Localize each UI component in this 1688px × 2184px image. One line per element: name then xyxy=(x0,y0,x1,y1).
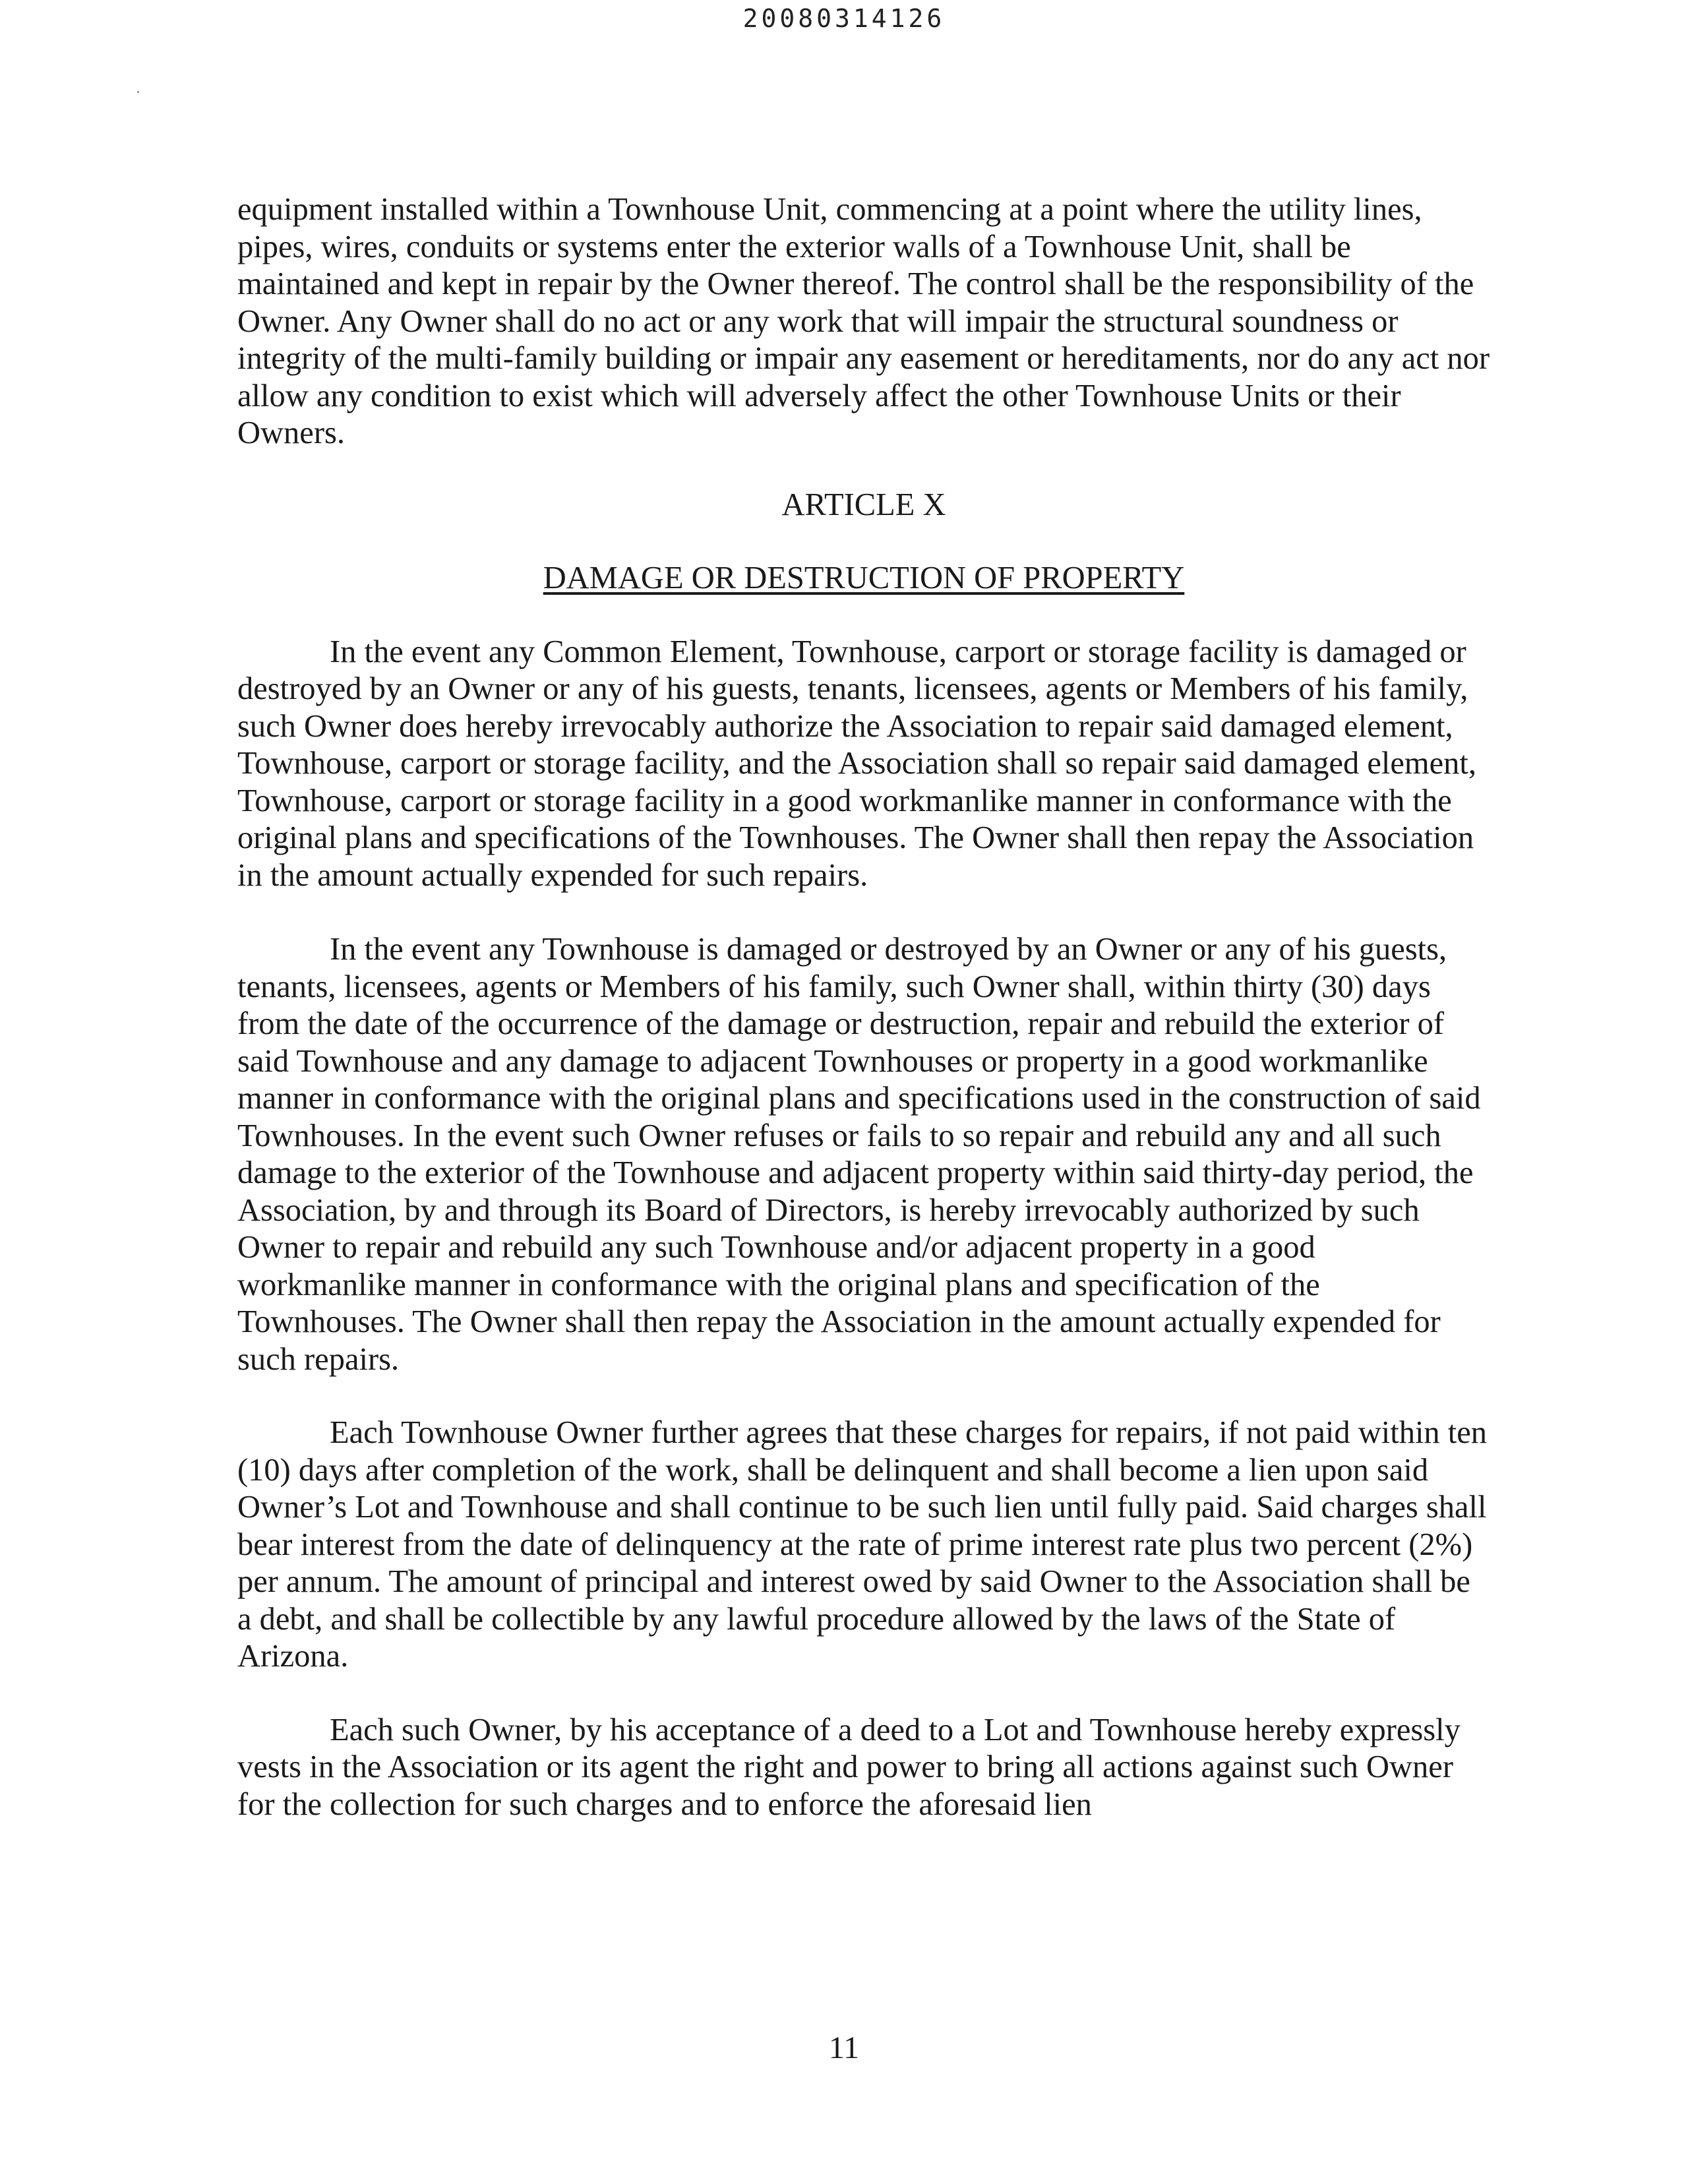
paragraph-3: Each Townhouse Owner further agrees that these charges for repairs, if not paid within ten (10) days after completion of the work, shall be delinquent and shall become a lien upon said Owner’s Lot and Townhouse and shall continue to be such lien until fully paid. Said charges shall bear interest from the date of delinquency at the rate of prime interest rate plus two percent (2%) per annum. The amount of principal and interest owed by said Owner to the Association shall be a debt, and shall be collectible by any lawful procedure allowed by the laws of the State of Arizona. xyxy=(237,1415,1488,1674)
section-title: DAMAGE OR DESTRUCTION OF PROPERTY xyxy=(543,561,1185,595)
document-body xyxy=(237,191,1490,1823)
scan-speck xyxy=(137,91,139,93)
continuation-paragraph: equipment installed within a Townhouse Unit, commencing at a point where the utility lines, pipes, wires, conduits or systems enter the exterior walls of a Townhouse Unit, shall be maintained and kept in repair by the Owner thereof. The control shall be the responsibility of the Owner. Any Owner shall do no act or any work that will impair the structural soundness or integrity of the multi-family building or impair any easement or hereditaments, nor do any act nor allow any condition to exist which will adversely affect the other Townhouse Units or their Owners. xyxy=(237,192,1490,450)
document-number: 20080314126 xyxy=(742,4,946,33)
article-heading: ARTICLE X xyxy=(781,487,946,522)
paragraph-1: In the event any Common Element, Townhouse, carport or storage facility is damaged or destroyed by an Owner or any of his guests, tenants, licensees, agents or Members of his family, such Owner does hereby irrevocably authorize the Association to repair said damaged element, Townhouse, carport or storage facility, and the Association shall so repair said damaged element, Townhouse, carport or storage facility in a good workmanlike manner in conformance with the original plans and specifications of the Townhouses. The Owner shall then repay the Association in the amount actually expended for such repairs. xyxy=(237,634,1476,893)
paragraph-2: In the event any Townhouse is damaged or destroyed by an Owner or any of his guests, tenants, licensees, agents or Members of his family, such Owner shall, within thirty (30) days from the date of the occurrence of the damage or destruction, repair and rebuild the exterior of said Townhouse and any damage to adjacent Townhouses or property in a good workmanlike manner in conformance with the original plans and specifications used in the construction of said Townhouses. In the event such Owner refuses or fails to so repair and rebuild any and all such damage to the exterior of the Townhouse and adjacent property within said thirty-day period, the Association, by and through its Board of Directors, is hereby irrevocably authorized by such Owner to repair and rebuild any such Townhouse and/or adjacent property in a good workmanlike manner in conformance with the original plans and specification of the Townhouses. The Owner shall then repay the Association in the amount actually expended for such repairs. xyxy=(237,932,1481,1377)
page-number: 11 xyxy=(828,2030,860,2065)
paragraph-4: Each such Owner, by his acceptance of a deed to a Lot and Townhouse hereby expressly vests in the Association or its agent the right and power to bring all actions against such Owner for the collection for such charges and to enforce the aforesaid lien xyxy=(237,1712,1461,1822)
